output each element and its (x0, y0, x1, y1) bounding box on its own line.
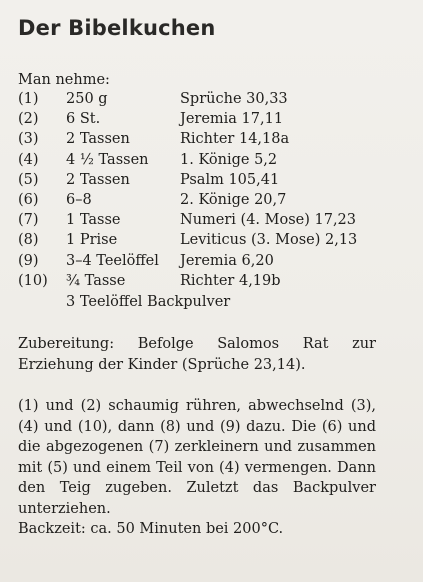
ingredient-quantity: 3–4 Teelöffel (66, 252, 159, 269)
ingredient-number: (2) (18, 111, 39, 128)
ingredient-row (18, 109, 413, 129)
page-title: Der Bibelkuchen (18, 16, 216, 40)
ingredients-list (18, 89, 413, 291)
baking-time-text: Backzeit: ca. 50 Minuten bei 200°C. (18, 521, 284, 537)
ingredient-number: (4) (18, 151, 39, 168)
ingredient-quantity: 6–8 (66, 192, 92, 209)
ingredient-number: (1) (18, 91, 39, 107)
ingredient-reference: Jeremia 6,20 (180, 252, 274, 269)
ingredient-quantity: 1 Tasse (66, 212, 121, 229)
ingredients-intro: Man nehme: (18, 72, 110, 88)
ingredient-reference: Leviticus (3. Mose) 2,13 (180, 232, 358, 249)
preparation-text: Zubereitung: Befolge Salomos Rat zur Erziehung der Kinder (Sprüche 23,14). (18, 336, 376, 373)
ingredient-row (18, 170, 413, 190)
ingredient-number: (9) (18, 252, 39, 269)
ingredient-row (18, 129, 413, 149)
instructions-text: (1) und (2) schaumig rühren, abwechselnd (3), (4) und (10), dann (8) und (9) dazu. Die (6) und die abgezogenen (7) zerkleinern und zusammen mit (5) und einem Teil von (4) vermengen. Dann den Teig zugeben. Zuletzt das Backpulver unterziehen. (18, 398, 376, 517)
ingredient-number: (8) (18, 232, 39, 249)
ingredient-quantity: ¾ Tasse (66, 272, 126, 289)
ingredient-reference: Psalm 105,41 (180, 171, 280, 188)
ingredient-number: (6) (18, 192, 39, 209)
extra-ingredient: 3 Teelöffel Backpulver (66, 294, 231, 310)
ingredient-reference: 1. Könige 5,2 (180, 151, 278, 168)
ingredient-number: (10) (18, 272, 48, 289)
ingredient-number: (3) (18, 131, 39, 148)
ingredient-quantity: 1 Prise (66, 232, 118, 249)
ingredient-row (18, 251, 413, 271)
ingredient-quantity: 4 ½ Tassen (66, 151, 149, 168)
ingredient-reference: 2. Könige 20,7 (180, 192, 287, 209)
ingredient-reference: Richter 4,19b (180, 272, 281, 289)
ingredient-row (18, 89, 413, 109)
ingredient-quantity: 6 St. (66, 111, 101, 128)
ingredient-number: (5) (18, 171, 39, 188)
ingredient-row (18, 150, 413, 170)
ingredient-reference: Jeremia 17,11 (180, 111, 284, 128)
ingredients-table (18, 89, 413, 291)
ingredient-number: (7) (18, 212, 39, 229)
ingredient-row (18, 230, 413, 250)
ingredient-row (18, 210, 413, 230)
ingredient-row (18, 271, 413, 291)
ingredient-reference: Numeri (4. Mose) 17,23 (180, 212, 357, 229)
ingredient-quantity: 2 Tassen (66, 131, 130, 148)
ingredient-reference: Richter 14,18a (180, 131, 290, 148)
ingredient-row (18, 190, 413, 210)
ingredient-quantity: 250 g (66, 91, 108, 107)
ingredient-reference: Sprüche 30,33 (180, 91, 288, 107)
ingredient-quantity: 2 Tassen (66, 171, 130, 188)
